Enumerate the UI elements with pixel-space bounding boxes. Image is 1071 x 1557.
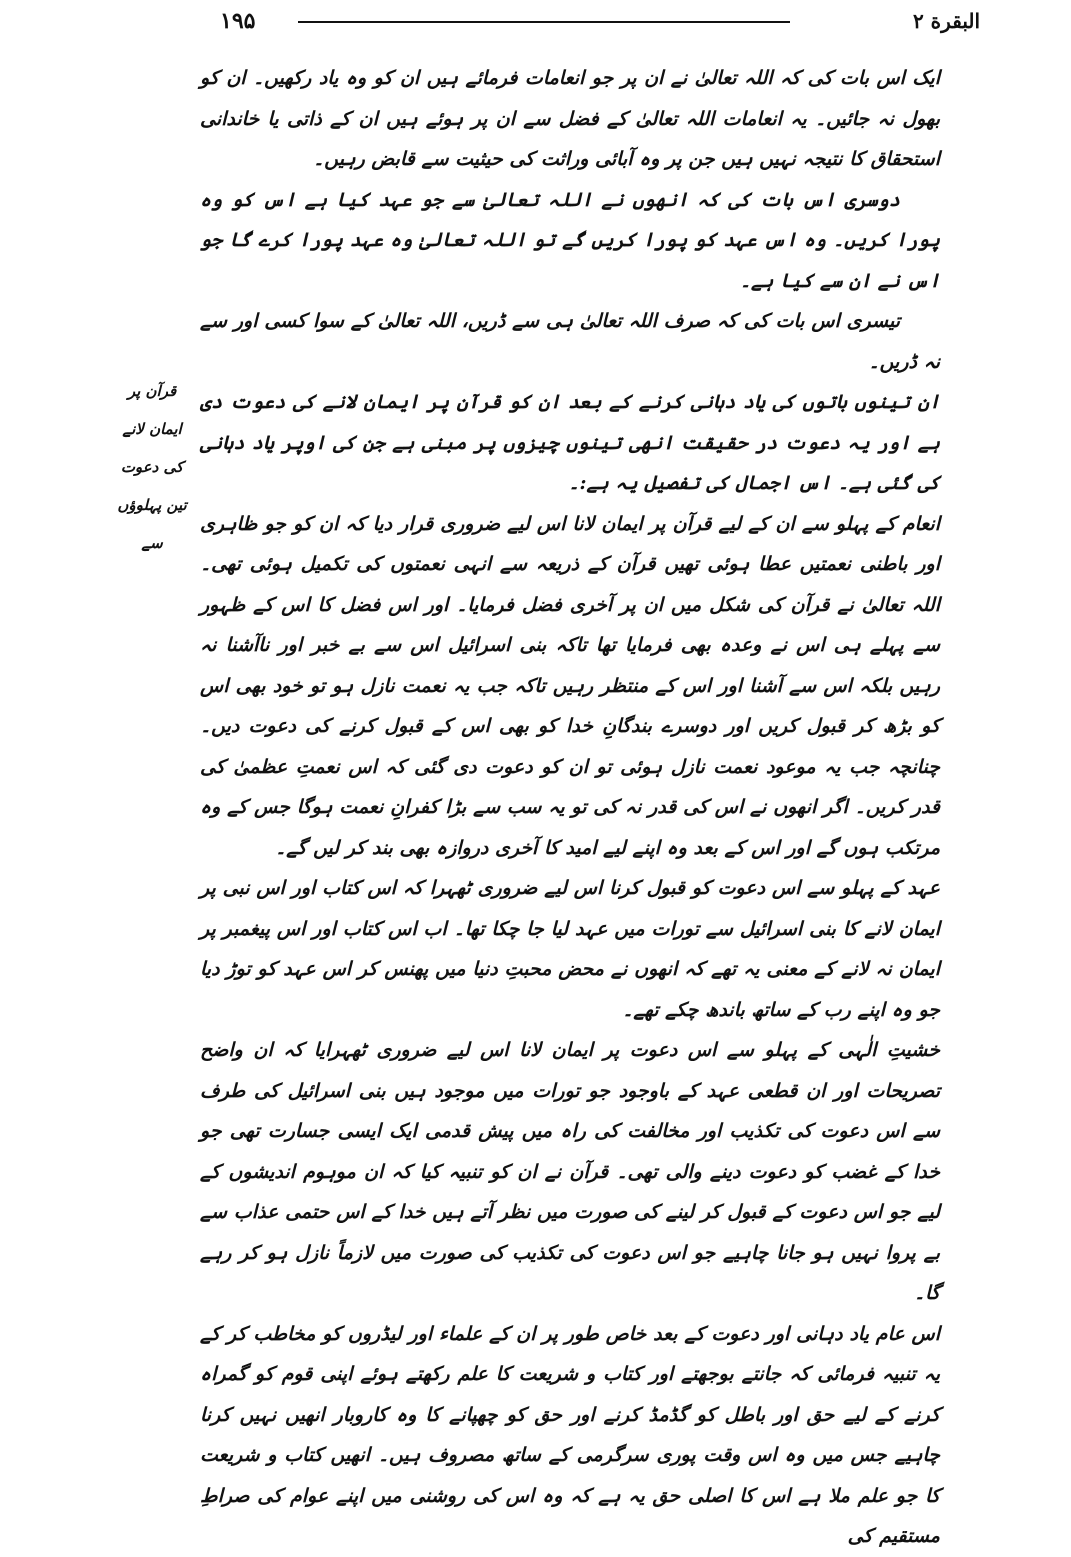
paragraph: ان تینوں باتوں کی یاد دہانی کرنے کے بعد ان کو قرآن پر ایمان لانے کی دعوت دی ہے اور یہ دعوت در حقیقت انھی تینوں چیزوں پر مبنی ہے جن کی اوپر یاد دہانی کی گئی ہے۔ اس اجمال کی تفصیل یہ ہے:۔ [200, 391, 940, 494]
paragraph: انعام کے پہلو سے ان کے لیے قرآن پر ایمان لانا اس لیے ضروری قرار دیا کہ ان کو جو ظاہری اور باطنی نعمتیں عطا ہوئی تھیں قرآن کے ذریعہ سے انہی نعمتوں کی تکمیل ہوئی تھی۔ اللہ تعالیٰ نے قرآن کی شکل میں ان پر آخری فضل فرمایا۔ اور اس فضل کا اس کے ظہور سے پہلے ہی اس نے وعدہ بھی فرمایا تھا تاکہ بنی اسرائیل اس سے بے خبر اور ناآشنا نہ رہیں بلکہ اس سے آشنا اور اس کے منتظر رہیں تاکہ جب یہ نعمت نازل ہو تو خود بھی اس کو بڑھ کر قبول کریں اور دوسرے بندگانِ خدا کو بھی اس کے قبول کرنے کی دعوت دیں۔ چنانچہ جب یہ موعود نعمت نازل ہوئی تو ان کو دعوت دی گئی کہ اس نعمتِ عظمیٰ کی قدر کریں۔ اگر انھوں نے اس کی قدر نہ کی تو یہ سب سے بڑا کفرانِ نعمت ہوگا جس کے وہ مرتکب ہوں گے اور اس کے بعد وہ اپنے لیے امید کا آخری دروازہ بھی بند کر لیں گے۔ [200, 512, 940, 859]
page-number: ۱۹۵ [220, 8, 256, 34]
paragraph: اس عام یاد دہانی اور دعوت کے بعد خاص طور پر ان کے علماء اور لیڈروں کو مخاطب کر کے یہ تنبیہ فرمائی کہ جانتے بوجھتے اور کتاب و شریعت کا علم رکھتے ہوئے اپنی قوم کو گمراہ کرنے کے لیے حق اور باطل کو گڈمڈ کرنے اور حق کو چھپانے کا وہ کاروبار انھیں نہیں کرنا چاہیے جس میں وہ اس وقت پوری سرگرمی کے ساتھ مصروف ہیں۔ انھیں کتاب و شریعت کا جو علم ملا ہے اس کا اصلی حق یہ ہے کہ وہ اس کی روشنی میں اپنے عوام کی صراطِ مستقیم کی [200, 1322, 940, 1547]
paragraph: خشیتِ الٰہی کے پہلو سے اس دعوت پر ایمان لانا اس لیے ضروری ٹھہرایا کہ ان واضح تصریحات اور ان قطعی عہد کے باوجود جو تورات میں موجود ہیں بنی اسرائیل کی طرف سے اس دعوت کی تکذیب اور مخالفت کی راہ میں پیش قدمی ایک ایسی جسارت تھی جو خدا کے غضب کو دعوت دینے والی تھی۔ قرآن نے ان کو تنبیہ کیا کہ ان موہوم اندیشوں کے لیے جو اس دعوت کے قبول کر لینے کی صورت میں نظر آتے ہیں خدا کے اس حتمی عذاب سے بے پروا نہیں ہو جانا چاہیے جو اس دعوت کی تکذیب کی صورت میں لازماً نازل ہو کر رہے گا۔ [200, 1039, 940, 1304]
page-header [220, 6, 980, 36]
paragraph: تیسری اس بات کی کہ صرف اللہ تعالیٰ ہی سے ڈریں، اللہ تعالیٰ کے سوا کسی اور سے نہ ڈریں۔ [200, 310, 940, 373]
main-text [200, 58, 940, 1557]
paragraph: عہد کے پہلو سے اس دعوت کو قبول کرنا اس لیے ضروری ٹھہرا کہ اس کتاب اور اس نبی پر ایمان لانے کا بنی اسرائیل سے تورات میں عہد لیا جا چکا تھا۔ اب اس کتاب اور اس پیغمبر پر ایمان نہ لانے کے معنی یہ تھے کہ انھوں نے محض محبتِ دنیا میں پھنس کر اس عہد کو توڑ دیا جو وہ اپنے رب کے ساتھ باندھ چکے تھے۔ [200, 877, 940, 1021]
paragraph: ایک اس بات کی کہ اللہ تعالیٰ نے ان پر جو انعامات فرمائے ہیں ان کو وہ یاد رکھیں۔ ان کو بھول نہ جائیں۔ یہ انعامات اللہ تعالیٰ کے فضل سے ان پر ہوئے ہیں ان کے ذاتی یا خاندانی استحقاق کا نتیجہ نہیں ہیں جن پر وہ آبائی وراثت کی حیثیت سے قابض رہیں۔ [200, 67, 940, 170]
surah-title: البقرة ۲ [912, 9, 980, 33]
margin-note: قرآن پر ایمان لانے کی دعوت تین پہلوؤں سے [117, 382, 187, 552]
paragraph: دوسری اس بات کی کہ انھوں نے اللہ تعالیٰ سے جو عہد کیا ہے اس کو وہ پورا کریں۔ وہ اس عہد کو پورا کریں گے تو اللہ تعالیٰ وہ عہد پورا کرے گا جو اس نے ان سے کیا ہے۔ [200, 188, 940, 292]
header-rule [298, 21, 790, 23]
